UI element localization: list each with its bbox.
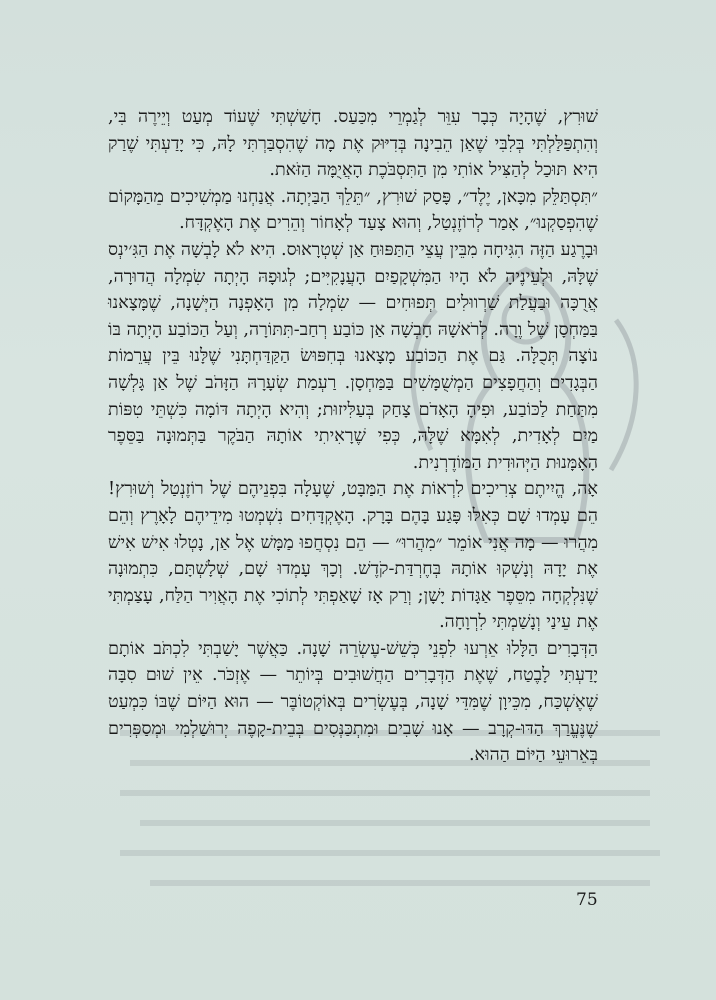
paragraph: שׁוּרִץ, שֶׁהָיָה כְּבָר עִוֵּר לְגַמְרֵי מִכַּעַס. חָשַׁשְׁתִּי שֶׁעוֹד מְעַט וְיֵירֶה בִּי, וְהִתְפַּלַּלְתִּי בְּלִבִּי שֶׁאַן הֵבִינָה בְּדִיּוּק אֶת מָה שֶׁהִסְבַּרְתִּי לָהּ, כִּי יָדַעְתִּי שֶׁרַק הִיא תּוּכַל לְהַצִּיל אוֹתִי מִן הַתִּסְבֹּכֶת הָאֲיֻמָּה הַזֹּאת.	[108, 107, 598, 181]
body-text	[108, 104, 598, 769]
paragraph: ״תִּסְתַּלֵּק מִכָּאן, יֶלֶד״, פָּסַק שׁוּרִץ, ״תֵּלֵךְ הַבַּיְתָה. אֲנַחְנוּ מַמְשִׁיכִים מֵהַמָּקוֹם שֶׁהִפְסַקְנוּ״, אָמַר לְרוֹזֶנְטַל, וְהוּא צָעַד לְאָחוֹר וְהֵרִים אֶת הָאֶקְדָּח.	[108, 186, 598, 234]
paragraph: וּבָרֶגַע הַזֶּה הִגִּיחָה מִבֵּין עֲצֵי הַתַּפּוּחַ אַן שְׁטְרָאוּס. הִיא לֹא לָבְשָׁה אֶת הַגִּ׳ינְס שֶׁלָּהּ, וּלְעֵינֶיהָ לֹא הָיוּ הַמִּשְׁקָפַיִם הָעֲנָקִיִּים; לְגוּפָהּ הָיְתָה שִׂמְלָה הֲדוּרָה, אֲרֻכָּה וּבַעֲלַת שַׁרְווּלִים תְּפוּחִים — שִׂמְלָה מִן הָאָפְנָה הַיְּשָׁנָה, שֶׁמָּצָאנוּ בַּמַּחְסָן שֶׁל וֶרָה. לְרֹאשָׁהּ חָבְשָׁה אַן כּוֹבַע רְחַב-תִּתּוֹרָה, וְעַל הַכּוֹבַע הָיְתָה בּוֹ נוֹצָה תְּכֻלָּה. גַּם אֶת הַכּוֹבַע מָצָאנוּ בְּחִפּוּשׂ הַקַּדַּחְתָּנִי שֶׁלָּנוּ בֵּין עֲרֵמוֹת הַבְּגָדִים וְהַחֲפָצִים הַמְשֻׁמָּשִׁים בַּמַּחְסָן. רַעְמַת שְׂעָרָהּ הַזָּהֹב שֶׁל אַן גָּלְשָׁה מִתַּחַת לַכּוֹבַע, וּפִיהָ הָאָדֹם צָחַק בְּעַלִּיזוּת; וְהִיא הָיְתָה דּוֹמָה כִּשְׁתֵּי טִפּוֹת מַיִם לְאָדִית, לְאִמָּא שֶׁלָּהּ, כְּפִי שֶׁרָאִיתִי אוֹתָהּ הַבֹּקֶר בַּתְּמוּנָה בַּסֵּפֶר הָאָמָּנוּת הַיְּהוּדִית הַמּוֹדֶרְנִית.	[108, 239, 598, 473]
page-number: 75	[576, 890, 598, 910]
paragraph: אָה, הֱיִיתֶם צְרִיכִים לִרְאוֹת אֶת הַמַּבָּט, שֶׁעָלָה בִּפְנֵיהֶם שֶׁל רוֹזֶנְטַל וְשׁוּרִץ! הֵם עָמְדוּ שָׁם כְּאִלּוּ פָּגַע בָּהֶם בָּרָק. הָאֶקְדָּחִים נִשְׁמְטוּ מִידֵיהֶם לָאָרֶץ וְהֵם מִהֲרוּ — מָה אֲנִי אוֹמֵר ״מִהֲרוּ״ — הֵם נִסְחֲפוּ מַמָּשׁ אֶל אַן, נָטְלוּ אִישׁ אִישׁ אֶת יָדָהּ וְנָשְׁקוּ אוֹתָהּ בְּחֶרְדַּת-קֹדֶשׁ. וְכָךְ עָמְדוּ שָׁם, שְׁלָשְׁתָּם, כִּתְמוּנָה שֶׁנִּלְקְחָה מִסֵּפֶר אַגָּדוֹת יָשָׁן; וְרַק אָז שָׁאַפְתִּי לְתוֹכִי אֶת הָאֲוִיר הַלַּח, עָצַמְתִּי אֶת עֵינַי וְנָשַׁמְתִּי לִרְוָחָה.	[108, 479, 598, 633]
paragraph: הַדְּבָרִים הַלָּלוּ אֵרְעוּ לִפְנֵי כְּשֵׁשׁ-עֶשְׂרֵה שָׁנָה. כַּאֲשֶׁר יָשַׁבְתִּי לִכְתֹּב אוֹתָם יָדַעְתִּי לָבֶטַח, שֶׁאֶת הַדְּבָרִים הַחֲשׁוּבִים בְּיוֹתֵר — אֶזְכֹּר. אֵין שׁוּם סִבָּה שֶׁאֶשְׁכַּח, מִכֵּיוָן שֶׁמִּדֵּי שָׁנָה, בְּעֶשְׂרִים בְּאוֹקְטוֹבֶּר — הוּא הַיּוֹם שֶׁבּוֹ כִּמְעַט שֶׁנֶּעֱרַךְ הַדּוּ-קְרָב — אָנוּ שָׁבִים וּמִתְכַּנְּסִים בְּבֵית-קָפֶה יְרוּשַׁלְמִי וּמְסַפְּרִים בְּאֵרוּעֵי הַיּוֹם הַהוּא.	[108, 638, 598, 766]
